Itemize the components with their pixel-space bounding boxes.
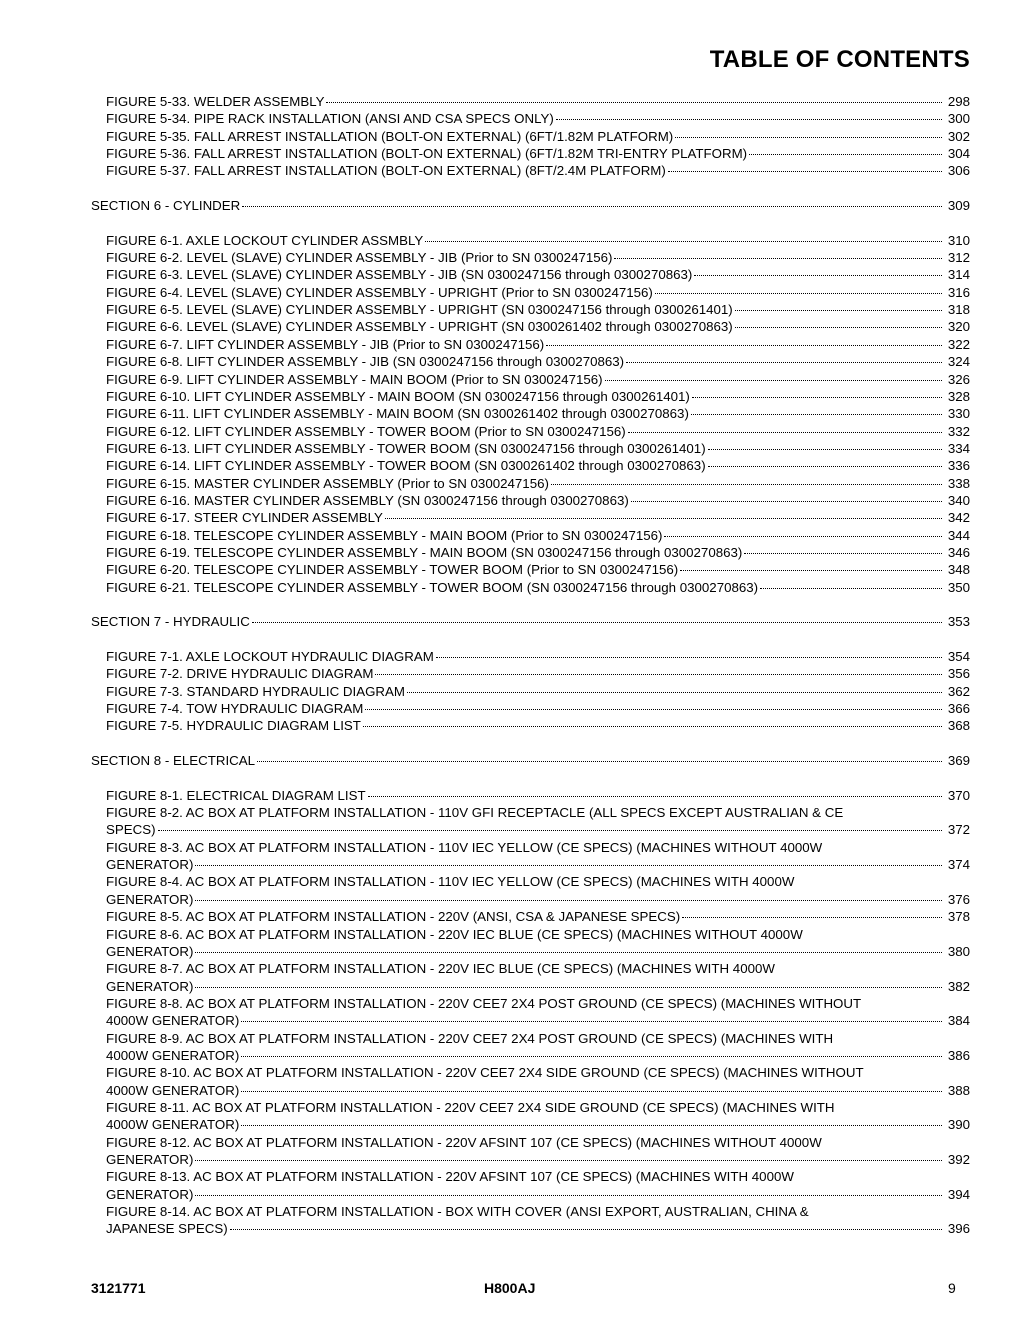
dot-leader: [195, 864, 942, 866]
toc-entry-line: [106, 1220, 970, 1237]
toc-entry-line: [106, 665, 970, 682]
toc-entry-title: 4000W GENERATOR): [106, 1117, 240, 1133]
toc-spacer: [0, 214, 1024, 231]
dot-leader: [195, 1159, 942, 1161]
dot-leader: [242, 205, 942, 207]
toc-entry-title: FIGURE 6-18. TELESCOPE CYLINDER ASSEMBLY - MAIN BOOM (Prior to SN 0300247156): [106, 527, 663, 543]
toc-entry-page: 300: [947, 111, 970, 127]
dot-leader: [692, 396, 942, 398]
toc-entry-line: [106, 683, 970, 700]
dot-leader: [241, 1020, 942, 1022]
dot-leader: [195, 899, 942, 901]
toc-figure-entry[interactable]: [0, 683, 1024, 700]
toc-figure-entry[interactable]: [0, 873, 1024, 908]
toc-entry-page: 372: [947, 822, 970, 838]
toc-entry-line: [106, 353, 970, 370]
toc-entry-line: [106, 1116, 970, 1133]
toc-entry-line: [106, 1082, 970, 1099]
toc-figure-entry[interactable]: [0, 1134, 1024, 1169]
toc-entry-title: SECTION 8 - ELECTRICAL: [91, 753, 256, 769]
toc-figure-entry[interactable]: [0, 405, 1024, 422]
toc-entry-line: [106, 128, 970, 145]
toc-entry-title: FIGURE 6-1. AXLE LOCKOUT CYLINDER ASSMBLY: [106, 232, 424, 248]
toc-entry-line: [106, 579, 970, 596]
toc-entry-line: [106, 145, 970, 162]
dot-leader: [436, 656, 942, 658]
toc-entry-page: 310: [947, 232, 970, 248]
toc-entry-line: [106, 388, 970, 405]
toc-entry-line: [106, 336, 970, 353]
toc-figure-entry[interactable]: [0, 371, 1024, 388]
dot-leader: [682, 916, 942, 918]
toc-entry-title: FIGURE 5-33. WELDER ASSEMBLY: [106, 94, 325, 109]
dot-leader: [735, 309, 942, 311]
toc-entry-title: FIGURE 6-15. MASTER CYLINDER ASSEMBLY (Prior to SN 0300247156): [106, 475, 549, 491]
toc-entry-title: 4000W GENERATOR): [106, 1047, 240, 1063]
dot-leader: [195, 951, 942, 953]
toc-entry-page: 318: [947, 302, 970, 318]
toc-figure-entry[interactable]: [0, 926, 1024, 961]
dot-leader: [241, 1124, 942, 1126]
toc-entry-title: GENERATOR): [106, 943, 194, 959]
dot-leader: [257, 760, 942, 762]
toc-entry-line: [106, 405, 970, 422]
page-title: TABLE OF CONTENTS: [709, 46, 970, 73]
footer-page-number: 9: [948, 1280, 956, 1296]
toc-figure-entry[interactable]: [0, 145, 1024, 162]
toc-entry-title: FIGURE 5-37. FALL ARREST INSTALLATION (BOLT-ON EXTERNAL) (8FT/2.4M PLATFORM): [106, 163, 666, 179]
toc-entry-line: [106, 509, 970, 526]
toc-figure-entry[interactable]: [0, 301, 1024, 318]
toc-entry-page: 394: [947, 1186, 970, 1202]
toc-entry-page: 380: [947, 943, 970, 959]
dot-leader: [675, 136, 942, 138]
toc-entry-title-line1: FIGURE 8-2. AC BOX AT PLATFORM INSTALLATION - 110V GFI RECEPTACLE (ALL SPECS EXCEPT AUSTRALIAN & CE: [106, 805, 844, 821]
toc-entry-page: 382: [947, 978, 970, 994]
toc-entry-page: 320: [947, 319, 970, 335]
toc-figure-entry[interactable]: [0, 440, 1024, 457]
toc-entry-line: [106, 318, 970, 335]
toc-figure-entry[interactable]: [0, 1064, 1024, 1099]
toc-entry-title: GENERATOR): [106, 978, 194, 994]
toc-entry-page: 312: [947, 250, 970, 266]
dot-leader: [631, 500, 942, 502]
toc-figure-entry[interactable]: [0, 527, 1024, 544]
toc-entry-title: FIGURE 7-3. STANDARD HYDRAULIC DIAGRAM: [106, 683, 405, 699]
toc-entry-line: [106, 249, 970, 266]
toc-figure-entry[interactable]: [0, 492, 1024, 509]
toc-entry-title-line1: FIGURE 8-11. AC BOX AT PLATFORM INSTALLATION - 220V CEE7 2X4 SIDE GROUND (CE SPECS) (MACHINES WITH: [106, 1099, 835, 1115]
toc-entry-title: FIGURE 6-14. LIFT CYLINDER ASSEMBLY - TOWER BOOM (SN 0300261402 through 0300270863): [106, 458, 706, 474]
toc-entry-page: 353: [947, 614, 970, 630]
toc-entry-title: SECTION 7 - HYDRAULIC: [91, 614, 250, 630]
toc-entry-title: FIGURE 8-1. ELECTRICAL DIAGRAM LIST: [106, 787, 366, 803]
toc-entry-line: [106, 891, 970, 908]
toc-entry-page: 368: [947, 718, 970, 734]
toc-section-entry[interactable]: [0, 752, 1024, 769]
toc-figure-entry[interactable]: [0, 93, 1024, 110]
toc-entry-page: 336: [947, 458, 970, 474]
toc-entry-page: 370: [947, 787, 970, 803]
dot-leader: [556, 118, 942, 120]
dot-leader: [158, 829, 942, 831]
toc-entry-line: [106, 284, 970, 301]
dot-leader: [735, 326, 942, 328]
footer-doc-number: 3121771: [91, 1280, 146, 1296]
toc-figure-entry[interactable]: [0, 717, 1024, 734]
toc-entry-line: [106, 162, 970, 179]
toc-entry-line: [106, 717, 970, 734]
dot-leader: [605, 379, 942, 381]
dot-leader: [546, 344, 942, 346]
toc-figure-entry[interactable]: [0, 353, 1024, 370]
toc-figure-entry[interactable]: [0, 266, 1024, 283]
toc-entry-title: FIGURE 6-8. LIFT CYLINDER ASSEMBLY - JIB (SN 0300247156 through 0300270863): [106, 354, 625, 370]
toc-entry-title: FIGURE 8-5. AC BOX AT PLATFORM INSTALLATION - 220V (ANSI, CSA & JAPANESE SPECS): [106, 909, 681, 925]
toc-entry-line: [106, 457, 970, 474]
toc-entry-title: SECTION 6 - CYLINDER: [91, 198, 241, 214]
toc-entry-page: 306: [947, 163, 970, 179]
toc-entry-page: 309: [947, 198, 970, 214]
toc-entry-page: 386: [947, 1047, 970, 1063]
dot-leader: [252, 621, 942, 623]
toc-entry-page: 354: [947, 649, 970, 664]
toc-entry-line: [106, 821, 970, 838]
toc-entry-title: 4000W GENERATOR): [106, 1013, 240, 1029]
toc-entry-page: 396: [947, 1221, 970, 1237]
dot-leader: [368, 795, 942, 797]
toc-entry-line: [106, 700, 970, 717]
toc-figure-entry[interactable]: [0, 475, 1024, 492]
toc-entry-page: 330: [947, 406, 970, 422]
toc-figure-entry[interactable]: [0, 648, 1024, 665]
toc-entry-title-line1: FIGURE 8-3. AC BOX AT PLATFORM INSTALLATION - 110V IEC YELLOW (CE SPECS) (MACHINES WITHOUT 4000W: [106, 839, 823, 855]
toc-entry-title: GENERATOR): [106, 857, 194, 873]
dot-leader: [744, 552, 942, 554]
toc-figure-entry[interactable]: [0, 388, 1024, 405]
dot-leader: [628, 431, 942, 433]
toc-entry-line: [106, 93, 970, 110]
toc-figure-entry[interactable]: [0, 960, 1024, 995]
toc-entry-title: FIGURE 6-16. MASTER CYLINDER ASSEMBLY (SN 0300247156 through 0300270863): [106, 492, 629, 508]
toc-entry-title-line1: FIGURE 8-10. AC BOX AT PLATFORM INSTALLATION - 220V CEE7 2X4 SIDE GROUND (CE SPECS) (MACHINES WITHOUT: [106, 1065, 864, 1081]
toc-section-entry[interactable]: [0, 613, 1024, 630]
toc-entry-title: FIGURE 7-2. DRIVE HYDRAULIC DIAGRAM: [106, 666, 374, 682]
toc-entry-title-line1: FIGURE 8-7. AC BOX AT PLATFORM INSTALLATION - 220V IEC BLUE (CE SPECS) (MACHINES WITH 4000W: [106, 961, 775, 977]
toc-entry-title: FIGURE 6-4. LEVEL (SLAVE) CYLINDER ASSEMBLY - UPRIGHT (Prior to SN 0300247156): [106, 284, 653, 300]
toc-entry-line: [106, 856, 970, 873]
dot-leader: [195, 986, 942, 988]
toc-entry-title: FIGURE 6-19. TELESCOPE CYLINDER ASSEMBLY - MAIN BOOM (SN 0300247156 through 0300270863): [106, 544, 743, 560]
toc-entry-page: 342: [947, 510, 970, 526]
dot-leader: [326, 101, 942, 103]
toc-entry-line: [106, 561, 970, 578]
toc-entry-page: 302: [947, 128, 970, 144]
toc-spacer: [0, 596, 1024, 613]
toc-figure-entry[interactable]: [0, 1168, 1024, 1203]
toc-entry-title: GENERATOR): [106, 1151, 194, 1167]
toc-figure-entry[interactable]: [0, 787, 1024, 804]
toc-spacer: [0, 735, 1024, 752]
dot-leader: [691, 413, 942, 415]
toc-entry-line: [106, 908, 970, 925]
toc-figure-entry[interactable]: [0, 561, 1024, 578]
toc-entry-page: 356: [947, 666, 970, 682]
dot-leader: [241, 1055, 942, 1057]
toc-entry-title: FIGURE 6-6. LEVEL (SLAVE) CYLINDER ASSEMBLY - UPRIGHT (SN 0300261402 through 0300270863): [106, 319, 733, 335]
toc-entry-page: 344: [947, 527, 970, 543]
dot-leader: [230, 1228, 942, 1230]
toc-figure-entry[interactable]: [0, 700, 1024, 717]
toc-entry-page: 366: [947, 701, 970, 717]
toc-entry-page: 348: [947, 562, 970, 578]
toc-entry-page: 340: [947, 492, 970, 508]
toc-entry-line: [106, 943, 970, 960]
toc-entry-page: 392: [947, 1151, 970, 1167]
toc-figure-entry[interactable]: [0, 579, 1024, 596]
dot-leader: [626, 361, 942, 363]
dot-leader: [694, 274, 942, 276]
toc-entry-title: FIGURE 6-17. STEER CYLINDER ASSEMBLY: [106, 510, 383, 526]
toc-entry-title: FIGURE 5-34. PIPE RACK INSTALLATION (ANSI AND CSA SPECS ONLY): [106, 111, 554, 127]
toc-entry-page: 326: [947, 371, 970, 387]
toc-figure-entry[interactable]: [0, 839, 1024, 874]
toc-entry-line: [106, 1047, 970, 1064]
toc-entry-title: JAPANESE SPECS): [106, 1221, 228, 1237]
table-of-contents: [0, 93, 1024, 1238]
toc-entry-title: FIGURE 5-35. FALL ARREST INSTALLATION (BOLT-ON EXTERNAL) (6FT/1.82M PLATFORM): [106, 128, 674, 144]
dot-leader: [407, 691, 942, 693]
toc-entry-page: 314: [947, 267, 970, 283]
toc-entry-line: [106, 978, 970, 995]
toc-entry-page: 316: [947, 284, 970, 300]
toc-entry-title-line1: FIGURE 8-9. AC BOX AT PLATFORM INSTALLATION - 220V CEE7 2X4 POST GROUND (CE SPECS) (MACHINES WITH: [106, 1030, 834, 1046]
toc-figure-entry[interactable]: [0, 995, 1024, 1030]
toc-entry-page: 362: [947, 683, 970, 699]
toc-entry-title: FIGURE 6-3. LEVEL (SLAVE) CYLINDER ASSEMBLY - JIB (SN 0300247156 through 0300270863): [106, 267, 693, 283]
toc-entry-title: FIGURE 7-5. HYDRAULIC DIAGRAM LIST: [106, 718, 361, 734]
toc-entry-page: 334: [947, 440, 970, 456]
toc-figure-entry[interactable]: [0, 232, 1024, 249]
dot-leader: [708, 465, 942, 467]
toc-entry-title-line1: FIGURE 8-14. AC BOX AT PLATFORM INSTALLATION - BOX WITH COVER (ANSI EXPORT, AUSTRALIAN, CHINA &: [106, 1204, 809, 1219]
toc-entry-page: 390: [947, 1117, 970, 1133]
toc-entry-line: [106, 440, 970, 457]
toc-figure-entry[interactable]: [0, 249, 1024, 266]
toc-entry-page: 304: [947, 146, 970, 162]
toc-figure-entry[interactable]: [0, 336, 1024, 353]
toc-section-entry[interactable]: [0, 197, 1024, 214]
toc-spacer: [0, 631, 1024, 648]
toc-figure-entry[interactable]: [0, 128, 1024, 145]
toc-entry-title: GENERATOR): [106, 1186, 194, 1202]
dot-leader: [241, 1090, 942, 1092]
toc-entry-line: [106, 266, 970, 283]
toc-spacer: [0, 180, 1024, 197]
toc-entry-page: 369: [947, 753, 970, 769]
toc-entry-title: FIGURE 6-10. LIFT CYLINDER ASSEMBLY - MAIN BOOM (SN 0300247156 through 0300261401): [106, 388, 690, 404]
toc-entry-title: FIGURE 6-20. TELESCOPE CYLINDER ASSEMBLY - TOWER BOOM (Prior to SN 0300247156): [106, 562, 679, 578]
toc-figure-entry[interactable]: [0, 457, 1024, 474]
toc-entry-title: FIGURE 5-36. FALL ARREST INSTALLATION (BOLT-ON EXTERNAL) (6FT/1.82M TRI-ENTRY PLATFORM): [106, 146, 748, 162]
dot-leader: [664, 535, 942, 537]
toc-entry-page: 384: [947, 1013, 970, 1029]
dot-leader: [668, 170, 942, 172]
toc-entry-line: [106, 527, 970, 544]
toc-entry-line: [106, 544, 970, 561]
toc-entry-title-line1: FIGURE 8-8. AC BOX AT PLATFORM INSTALLATION - 220V CEE7 2X4 POST GROUND (CE SPECS) (MACHINES WITHOUT: [106, 995, 862, 1011]
toc-entry-line: [106, 232, 970, 249]
toc-entry-title: FIGURE 6-11. LIFT CYLINDER ASSEMBLY - MAIN BOOM (SN 0300261402 through 0300270863): [106, 406, 689, 422]
toc-figure-entry[interactable]: [0, 665, 1024, 682]
toc-entry-page: 376: [947, 891, 970, 907]
toc-entry-title: 4000W GENERATOR): [106, 1082, 240, 1098]
toc-figure-entry[interactable]: [0, 318, 1024, 335]
dot-leader: [749, 153, 942, 155]
toc-figure-entry[interactable]: [0, 162, 1024, 179]
dot-leader: [655, 292, 942, 294]
toc-entry-title: FIGURE 6-2. LEVEL (SLAVE) CYLINDER ASSEMBLY - JIB (Prior to SN 0300247156): [106, 250, 613, 266]
dot-leader: [365, 708, 942, 710]
toc-entry-title: FIGURE 6-21. TELESCOPE CYLINDER ASSEMBLY - TOWER BOOM (SN 0300247156 through 0300270863): [106, 579, 759, 595]
toc-entry-line: [106, 492, 970, 509]
dot-leader: [708, 448, 942, 450]
toc-entry-line: [106, 301, 970, 318]
toc-figure-entry[interactable]: [0, 1030, 1024, 1065]
toc-entry-page: 346: [947, 544, 970, 560]
toc-figure-entry[interactable]: [0, 423, 1024, 440]
toc-entry-title-line1: FIGURE 8-4. AC BOX AT PLATFORM INSTALLATION - 110V IEC YELLOW (CE SPECS) (MACHINES WITH 4000W: [106, 874, 795, 890]
dot-leader: [551, 483, 942, 485]
toc-figure-entry[interactable]: [0, 1099, 1024, 1134]
dot-leader: [614, 257, 942, 259]
toc-entry-line: [106, 110, 970, 127]
toc-entry-page: 388: [947, 1082, 970, 1098]
dot-leader: [195, 1194, 942, 1196]
dot-leader: [680, 569, 942, 571]
toc-entry-title: FIGURE 6-7. LIFT CYLINDER ASSEMBLY - JIB (Prior to SN 0300247156): [106, 336, 545, 352]
toc-entry-title-line1: FIGURE 8-6. AC BOX AT PLATFORM INSTALLATION - 220V IEC BLUE (CE SPECS) (MACHINES WITHOUT 4000W: [106, 926, 803, 942]
footer-model: H800AJ: [484, 1280, 536, 1296]
toc-entry-page: 298: [947, 94, 970, 109]
toc-entry-title-line1: FIGURE 8-13. AC BOX AT PLATFORM INSTALLATION - 220V AFSINT 107 (CE SPECS) (MACHINES WITH 4000W: [106, 1169, 794, 1185]
toc-entry-title: SPECS): [106, 822, 156, 838]
toc-figure-entry[interactable]: [0, 908, 1024, 925]
toc-entry-title: FIGURE 6-12. LIFT CYLINDER ASSEMBLY - TOWER BOOM (Prior to SN 0300247156): [106, 423, 626, 439]
dot-leader: [425, 240, 942, 242]
toc-entry-page: 324: [947, 354, 970, 370]
toc-figure-entry[interactable]: [0, 544, 1024, 561]
toc-figure-entry[interactable]: [0, 1203, 1024, 1238]
toc-entry-line: [91, 197, 970, 214]
toc-entry-title: FIGURE 7-4. TOW HYDRAULIC DIAGRAM: [106, 701, 364, 717]
toc-spacer: [0, 769, 1024, 786]
dot-leader: [363, 725, 942, 727]
toc-entry-page: 374: [947, 857, 970, 873]
toc-entry-title: FIGURE 6-9. LIFT CYLINDER ASSEMBLY - MAIN BOOM (Prior to SN 0300247156): [106, 371, 603, 387]
toc-entry-title: GENERATOR): [106, 891, 194, 907]
toc-figure-entry[interactable]: [0, 509, 1024, 526]
toc-entry-line: [106, 475, 970, 492]
dot-leader: [375, 673, 942, 675]
toc-entry-line: [106, 1186, 970, 1203]
toc-entry-page: 328: [947, 388, 970, 404]
toc-entry-line: [91, 613, 970, 630]
toc-figure-entry[interactable]: [0, 284, 1024, 301]
toc-entry-line: [106, 787, 970, 804]
dot-leader: [760, 587, 942, 589]
toc-figure-entry[interactable]: [0, 110, 1024, 127]
toc-entry-page: 378: [947, 909, 970, 925]
toc-entry-page: 322: [947, 336, 970, 352]
toc-entry-title: FIGURE 6-13. LIFT CYLINDER ASSEMBLY - TOWER BOOM (SN 0300247156 through 0300261401): [106, 440, 706, 456]
toc-entry-title: FIGURE 7-1. AXLE LOCKOUT HYDRAULIC DIAGRAM: [106, 649, 434, 664]
toc-entry-title: FIGURE 6-5. LEVEL (SLAVE) CYLINDER ASSEMBLY - UPRIGHT (SN 0300247156 through 0300261401): [106, 302, 733, 318]
toc-entry-line: [106, 423, 970, 440]
toc-entry-line: [91, 752, 970, 769]
toc-entry-line: [106, 371, 970, 388]
toc-entry-title-line1: FIGURE 8-12. AC BOX AT PLATFORM INSTALLATION - 220V AFSINT 107 (CE SPECS) (MACHINES WITHOUT 4000W: [106, 1134, 822, 1150]
dot-leader: [385, 517, 942, 519]
toc-figure-entry[interactable]: [0, 804, 1024, 839]
toc-entry-line: [106, 648, 970, 665]
toc-entry-page: 338: [947, 475, 970, 491]
toc-entry-line: [106, 1151, 970, 1168]
toc-entry-page: 350: [947, 579, 970, 595]
toc-entry-page: 332: [947, 423, 970, 439]
toc-entry-line: [106, 1012, 970, 1029]
